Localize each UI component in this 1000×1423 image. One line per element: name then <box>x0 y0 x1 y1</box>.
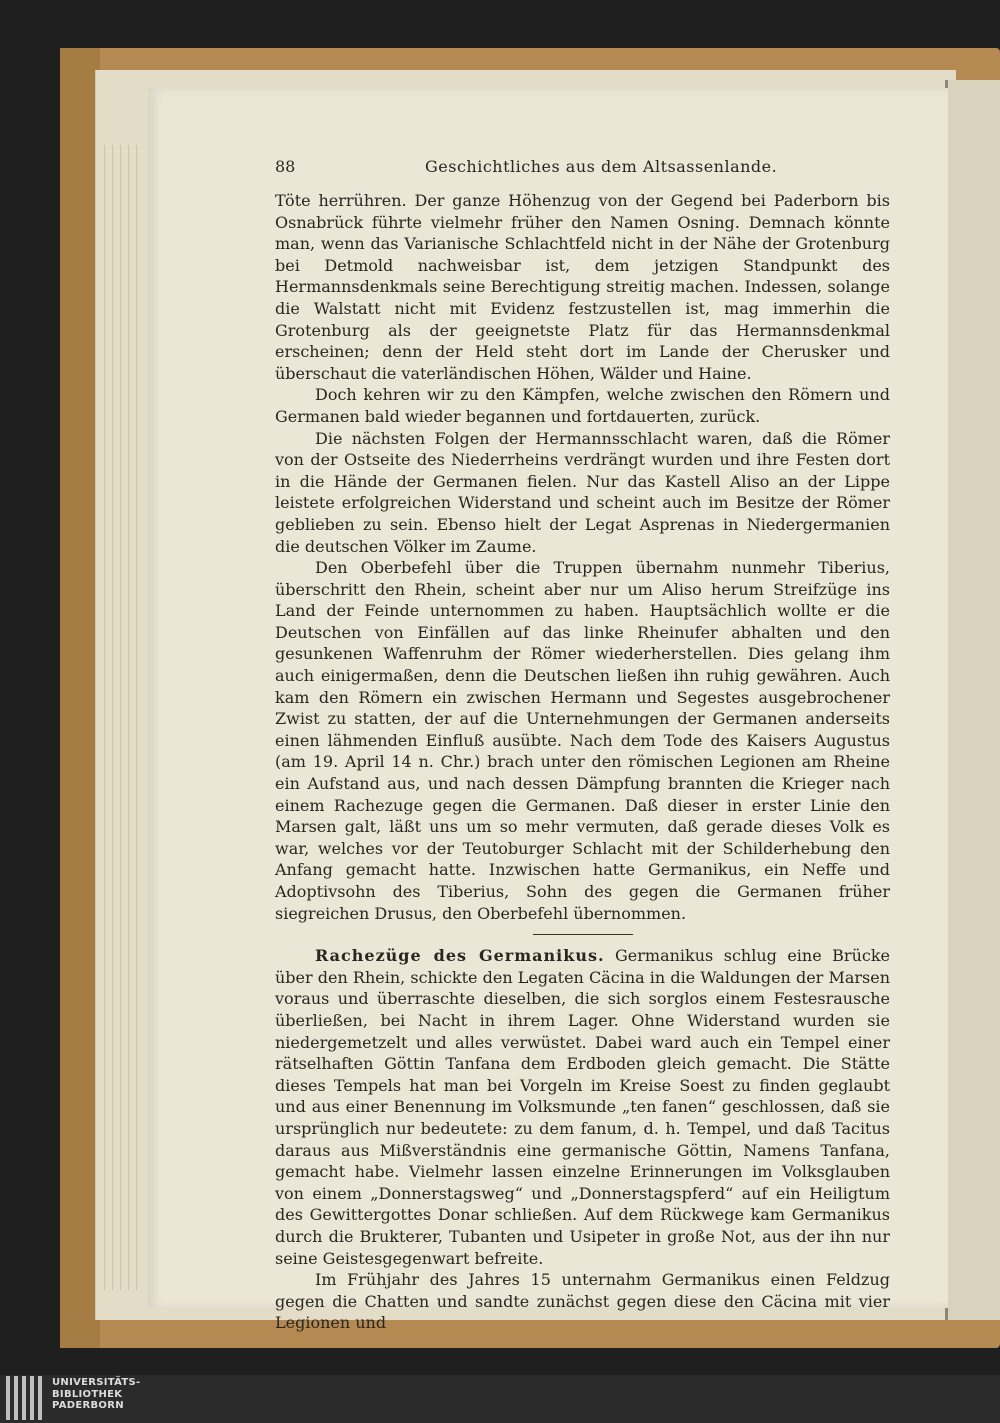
paragraph: Den Oberbefehl über die Truppen übernahm nunmehr Tiberius, überschritt den Rhein, scheint aber nur um Aliso herum Streifzüge ins Land der Feinde unternommen zu haben. Hauptsächlich wollte er die Deutschen von Einfällen auf das linke Rheinufer abhalten und den gesunkenen Waffenruhm der Römer wiederherstellen. Dies gelang ihm auch einigermaßen, denn die Deutschen ließen ihn ruhig gewähren. Auch kam den Römern ein zwischen Hermann und Segestes ausgebrochener Zwist zu statten, der auf die Unternehmungen der Germanen anderseits einen lähmenden Einfluß ausübte. Nach dem Tode des Kaisers Augustus (am 19. April 14 n. Chr.) brach unter den römischen Legionen am Rheine ein Aufstand aus, und nach dessen Dämpfung brannten die Krieger nach einem Rachezuge gegen die Germanen. Daß dieser in erster Linie den Marsen galt, läßt uns um so mehr vermuten, daß gerade dieses Volk es war, welches vor der Teutoburger Schlacht mit der Schilderhebung den Anfang gemacht hatte. Inzwischen hatte Germanikus, ein Neffe und Adoptivsohn des Tiberius, Sohn des gegen die Germanen früher siegreichen Drusus, den Oberbefehl übernommen. <box>275 558 890 923</box>
library-name <box>52 1377 141 1412</box>
library-line: BIBLIOTHEK <box>52 1388 123 1400</box>
library-logo-icon <box>6 1376 46 1420</box>
section-text: Germanikus schlug eine Brücke über den Rhein, schickte den Legaten Cäcina in die Waldungen der Marsen voraus und überraschte dieselben, die sich sorglos einem Festesrausche überließen, bei Nacht in ihrem Lager. Ohne Widerstand wurden sie niedergemetzelt und alles verwüstet. Dabei ward auch ein Tempel einer rätselhaften Göttin Tanfana dem Erdboden gleich gemacht. Die Stätte dieses Tempels hat man bei Vorgeln im Kreise Soest zu finden geglaubt und aus einer Benennung im Volksmunde „ten fanen“ geschlossen, daß sie ursprünglich nur bedeutete: zu dem fanum, d. h. Tempel, und daß Tacitus daraus aus Mißverständnis eine germanische Göttin, Namens Tanfana, gemacht habe. Vielmehr lassen einzelne Erinnerungen im Volksglauben von einem „Donnerstagsweg“ und „Donnerstagspferd“ auf ein Heiligtum des Gewittergottes Donar schließen. Auf dem Rückwege kam Germanikus durch die Brukterer, Tubanten und Usipeter in große Not, aus der ihn nur seine Geistesgegenwart befreite. <box>275 946 891 1268</box>
paragraph: Im Frühjahr des Jahres 15 unternahm Germanikus einen Feldzug gegen die Chatten und sandte zunächst gegen diese den Cäcina mit vier Legionen und <box>275 1270 890 1333</box>
paragraph: Doch kehren wir zu den Kämpfen, welche zwischen den Römern und Germanen bald wieder begannen und fortdauerten, zurück. <box>275 385 890 426</box>
library-line: PADERBORN <box>52 1400 124 1411</box>
page-leaf-edge <box>128 145 129 1290</box>
footer-bar <box>0 1375 1000 1423</box>
page-leaf-edge <box>104 145 105 1290</box>
library-line: UNIVERSITÄTS- <box>52 1377 141 1388</box>
page-header <box>275 157 890 181</box>
section-heading: Rachezüge des Germanikus. <box>315 946 605 966</box>
page-number: 88 <box>275 157 296 176</box>
page-leaf-edge <box>112 145 113 1290</box>
running-head: Geschichtliches aus dem Altsassenlande. <box>425 157 778 176</box>
section-divider <box>533 934 633 935</box>
paragraph: Töte herrühren. Der ganze Höhenzug von der Gegend bei Paderborn bis Osnabrück führte vielmehr früher den Namen Osning. Demnach könnte man, wenn das Varianische Schlachtfeld nicht in der Nähe der Grotenburg bei Detmold nachweisbar ist, dem jetzigen Standpunkt des Hermannsdenkmals seine Berechtigung streitig machen. Indessen, solange die Walstatt nicht mit Evidenz festzustellen ist, mag immerhin die Grotenburg als der geeignetste Platz für das Hermannsdenkmal erscheinen; denn der Held steht dort im Lande der Cherusker und überschaut die vaterländischen Höhen, Wälder und Haine. <box>275 191 890 383</box>
facing-page-edge <box>945 80 1000 1320</box>
page-leaf-edge <box>120 145 121 1290</box>
page-body <box>275 190 890 1334</box>
paragraph: Die nächsten Folgen der Hermannsschlacht waren, daß die Römer von der Ostseite des Niederrheins verdrängt wurden und ihre Festen dort in die Hände der Germanen fielen. Nur das Kastell Aliso an der Lippe leistete erfolgreichen Widerstand und scheint auch im Besitze der Römer geblieben zu sein. Ebenso hielt der Legat Asprenas in Niedergermanien die deutschen Völker im Zaume. <box>275 428 890 556</box>
section-paragraph <box>275 945 890 1269</box>
book-cover-edge <box>60 48 100 1348</box>
page-leaf-edge <box>136 145 137 1290</box>
